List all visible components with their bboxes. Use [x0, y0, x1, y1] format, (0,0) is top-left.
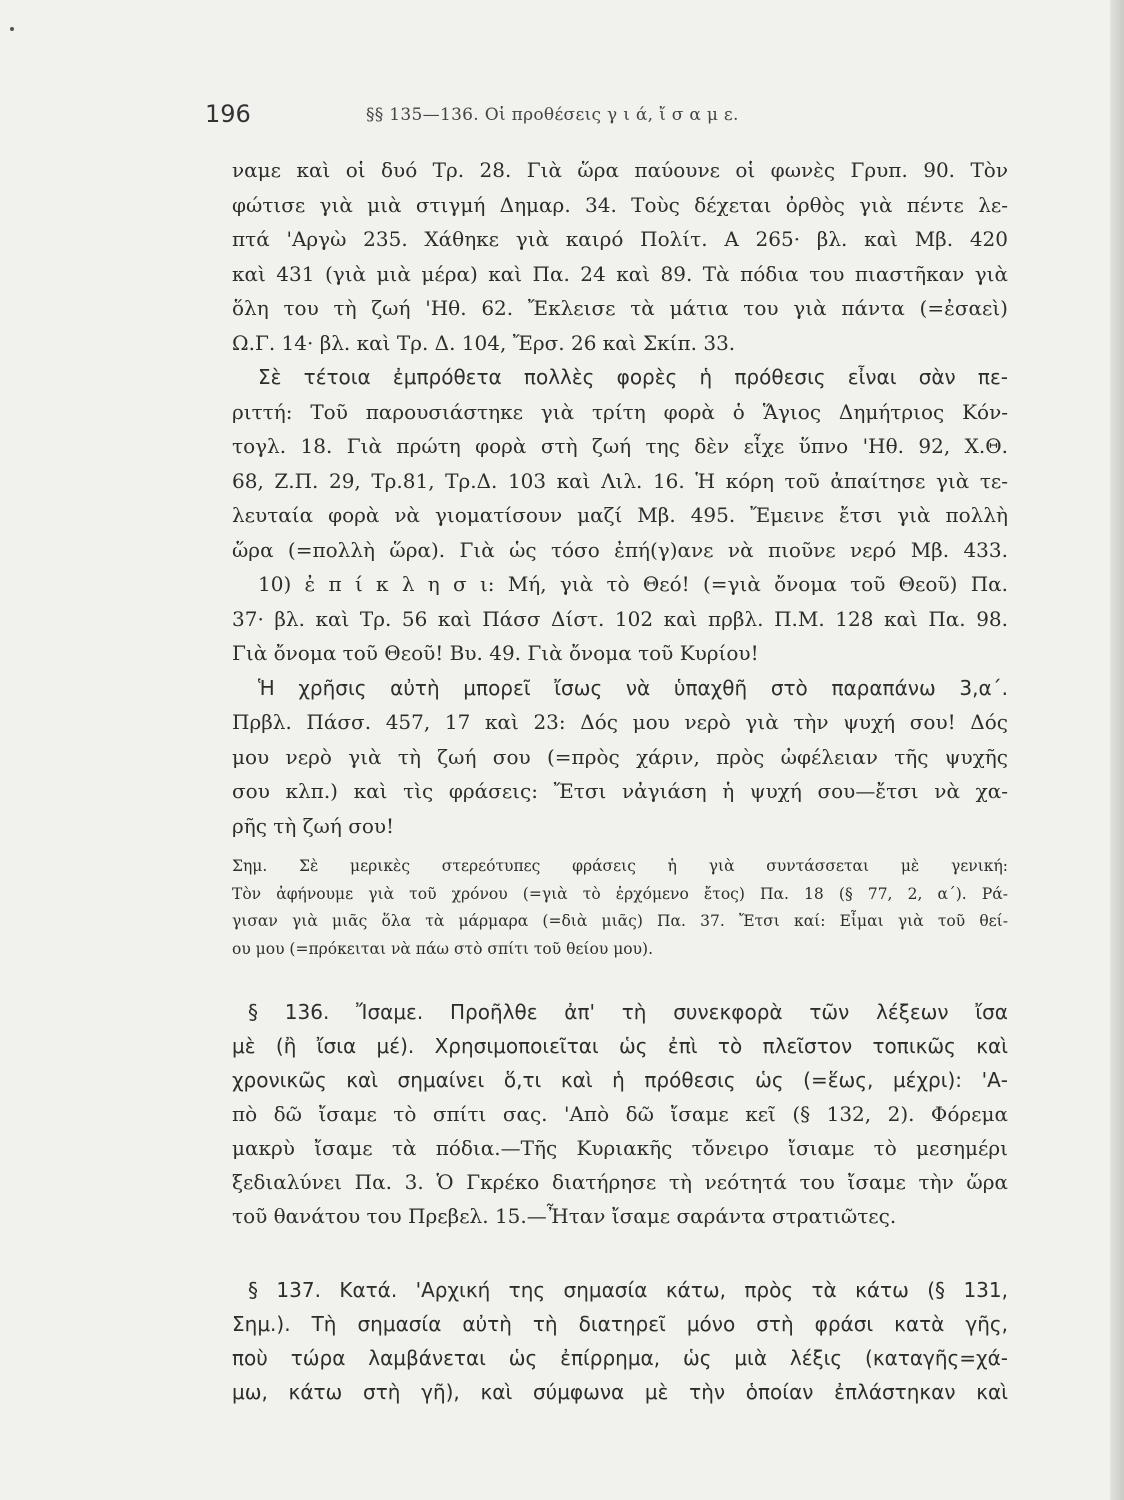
paragraph-examples [232, 153, 1008, 360]
text-line: λευταία φορὰ νὰ γιοματίσουν μαζί Μβ. 495. Ἔμεινε ἔτσι γιὰ πολλὴ [232, 503, 1008, 527]
text-line: 10) ἐ π ί κ λ η σ ι: Μή, γιὰ τὸ Θεό! (=γιὰ ὄνομα τοῦ Θεοῦ) Πα. [258, 572, 1008, 596]
text-line: φώτισε γιὰ μιὰ στιγμή Δημαρ. 34. Τοὺς δέχεται ὀρθὸς γιὰ πέντε λε- [232, 192, 1008, 217]
text-line: ναμε καὶ οἱ δυό Τρ. 28. Γιὰ ὥρα παύουνε οἱ φωνὲς Γρυπ. 90. Τὸν [232, 158, 1008, 182]
text-line: καὶ 431 (γιὰ μιὰ μέρα) καὶ Πα. 24 καὶ 89. Τὰ πόδια του πιαστῆκαν γιὰ [232, 261, 1008, 286]
page-body [232, 153, 1008, 1409]
text-line: Πρβλ. Πάσσ. 457, 17 καὶ 23: Δός μου νερὸ γιὰ τὴν ψυχή σου! Δός [232, 710, 1008, 734]
text-line: 37· βλ. καὶ Τρ. 56 καὶ Πάσσ Δίστ. 102 καὶ πρβλ. Π.Μ. 128 καὶ Πα. 98. [232, 606, 1008, 631]
text-line: ὅλη του τὴ ζωή 'Ηθ. 62. Ἔκλεισε τὰ μάτια του γιὰ πάντα (=ἐσαεὶ) [232, 296, 1008, 320]
text-line: 68, Ζ.Π. 29, Τρ.81, Τρ.Δ. 103 καὶ Λιλ. 16. Ἡ κόρη τοῦ ἀπαίτησε γιὰ τε- [232, 468, 1008, 493]
text-line: Ἡ χρῆσις αὐτὴ μπορεῖ ἴσως νὰ ὑπαχθῆ στὸ παραπάνω 3,α΄. [258, 675, 1008, 700]
note-line: Σημ. Σὲ μερικὲς στερεότυπες φράσεις ἡ γιὰ συντάσσεται μὲ γενική: [232, 857, 1008, 875]
section-heading-line: § 137. Κατά. 'Αρχική της σημασία κάτω, πρὸς τὰ κάτω (§ 131, [248, 1278, 1008, 1302]
running-head: §§ 135—136. Οἱ προθέσεις γ ι ά, ἴ σ α μ ε. [366, 105, 739, 125]
text-line: σου κλπ.) καὶ τὶς φράσεις: Ἔτσι νἀγιάση ἡ ψυχή σου—ἔτσι νὰ χα- [232, 779, 1008, 803]
note-line: ου μου (=πρόκειται νὰ πάω στὸ σπίτι τοῦ θείου μου). [232, 939, 653, 958]
text-line: τογλ. 18. Γιὰ πρώτη φορὰ στὴ ζωή της δὲν εἶχε ὕπνο 'Ηθ. 92, Χ.Θ. [232, 434, 1008, 458]
paragraph-invocation [232, 567, 1008, 671]
text-line: ποὺ τώρα λαμβάνεται ὡς ἐπίρρημα, ὡς μιὰ λέξις (καταγῆς=χά- [232, 1346, 1008, 1370]
page-edge-shadow [1110, 0, 1124, 1500]
text-line: ξεδιαλύνει Πα. 3. Ὁ Γκρέκο διατήρησε τὴ νεότητά του ἴσαμε τὴν ὥρα [232, 1170, 1008, 1194]
text-line: μου νερὸ γιὰ τὴ ζωή σου (=πρὸς χάριν, πρὸς ὠφέλειαν τῆς ψυχῆς [232, 744, 1008, 769]
text-line: Σημ.). Τὴ σημασία αὐτὴ τὴ διατηρεῖ μόνο στὴ φράσι κατὰ γῆς, [232, 1312, 1008, 1336]
paragraph-usage [232, 671, 1008, 844]
text-line: Ω.Γ. 14· βλ. καὶ Τρ. Δ. 104, Ἔρσ. 26 καὶ Σκίπ. 33. [232, 330, 736, 355]
text-line: ριττή: Τοῦ παρουσιάστηκε γιὰ τρίτη φορὰ ὁ Ἅγιος Δημήτριος Κόν- [232, 399, 1008, 424]
text-line: χρονικῶς καὶ σημαίνει ὅ,τι καὶ ἡ πρόθεσις ὡς (=ἕως, μέχρι): 'Α- [232, 1068, 1008, 1092]
text-line: ὥρα (=πολλὴ ὥρα). Γιὰ ὡς τόσο ἐπή(γ)ανε νὰ πιοῦνε νερό Μβ. 433. [232, 537, 1008, 562]
print-speck [10, 27, 14, 31]
page-number: 196 [205, 100, 251, 128]
text-line: πὸ δῶ ἴσαμε τὸ σπίτι σας. 'Απὸ δῶ ἴσαμε κεῖ (§ 132, 2). Φόρεμα [232, 1102, 1008, 1126]
text-line: μακρὺ ἴσαμε τὰ πόδια.—Τῆς Κυριακῆς τὄνειρο ἴσιαμε τὸ μεσημέρι [232, 1136, 1008, 1160]
note-line: γισαν γιὰ μιᾶς ὅλα τὰ μάρμαρα (=διὰ μιᾶς) Πα. 37. Ἔτσι καί: Εἶμαι γιὰ τοῦ θεί- [232, 912, 1008, 930]
text-line: τοῦ θανάτου του Πρεβελ. 15.—Ἦταν ἴσαμε σαράντα στρατιῶτες. [232, 1204, 897, 1228]
text-line: Γιὰ ὄνομα τοῦ Θεοῦ! Βυ. 49. Γιὰ ὄνομα τοῦ Κυρίου! [232, 641, 759, 665]
text-line: Σὲ τέτοια ἐμπρόθετα πολλὲς φορὲς ἡ πρόθεσις εἶναι σὰν πε- [258, 365, 1008, 389]
text-line: μω, κάτω στὴ γῆ), καὶ σύμφωνα μὲ τὴν ὁποίαν ἐπλάστηκαν καὶ [232, 1380, 1008, 1404]
note-line: Τὸν ἀφήνουμε γιὰ τοῦ χρόνου (=γιὰ τὸ ἐρχόμενο ἔτος) Πα. 18 (§ 77, 2, α΄). Ρά- [232, 884, 1008, 903]
text-line: μὲ (ἢ ἴσια μέ). Χρησιμοποιεῖται ὡς ἐπὶ τὸ πλεῖστον τοπικῶς καὶ [232, 1034, 1008, 1058]
section-136 [232, 995, 1008, 1233]
text-line: πτά 'Αργὼ 235. Χάθηκε γιὰ καιρό Πολίτ. Α 265· βλ. καὶ Μβ. 420 [232, 227, 1008, 251]
section-heading-line: § 136. Ἴσαμε. Προῆλθε ἀπ' τὴ συνεκφορὰ τῶν λέξεων ἴσα [248, 1000, 1008, 1024]
paragraph-redundant-preposition [232, 360, 1008, 567]
text-line: ρῆς τὴ ζωή σου! [232, 813, 395, 838]
section-137 [232, 1273, 1008, 1409]
note-block [232, 853, 1008, 963]
